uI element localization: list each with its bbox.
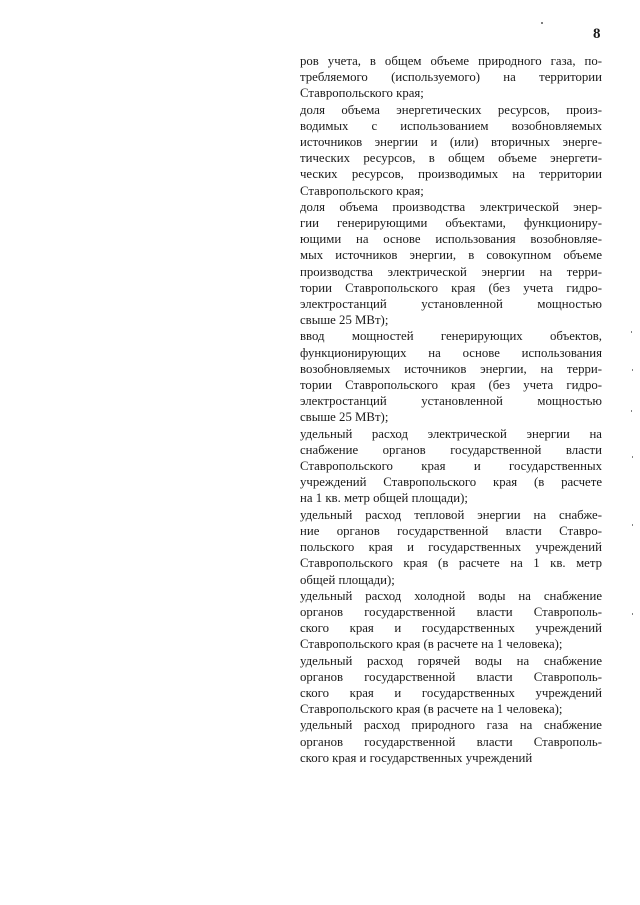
text-line: водимых с использованием возобновляемых <box>300 118 602 133</box>
indicator-paragraph <box>300 653 602 718</box>
indicator-paragraph <box>300 53 602 102</box>
text-line: польского края и государственных учреждений <box>300 540 602 555</box>
text-line: ского края и государственных учреждений <box>300 750 533 765</box>
scan-speck <box>631 410 632 412</box>
text-line: доля объема производства электрической энер- <box>300 199 602 214</box>
text-line: электростанций установленной мощностью <box>300 394 602 409</box>
text-line: Ставропольского края; <box>300 86 424 101</box>
indicator-paragraph <box>300 328 602 425</box>
text-line: ского края и государственных учреждений <box>300 685 602 700</box>
indicator-paragraph <box>300 717 602 766</box>
text-line: удельный расход холодной воды на снабжение <box>300 588 602 603</box>
document-text-column <box>300 53 602 766</box>
text-line: источников энергии и (или) вторичных энерге- <box>300 135 602 150</box>
text-line: требляемого (используемого) на территории <box>300 70 602 85</box>
text-line: Ставропольского края; <box>300 183 424 198</box>
text-line: ского края и государственных учреждений <box>300 621 602 636</box>
text-line: производства электрической энергии на терри- <box>300 264 602 279</box>
text-line: мых источников энергии, в совокупном объеме <box>300 248 602 263</box>
text-line: удельный расход природного газа на снабжение <box>300 718 602 733</box>
text-line: функционирующих на основе использования <box>300 345 602 360</box>
scan-speck <box>541 22 543 24</box>
text-line: Ставропольского края (в расчете на 1 кв. метр <box>300 556 602 571</box>
text-line: общей площади); <box>300 572 395 587</box>
scan-speck <box>632 613 633 615</box>
indicator-paragraph <box>300 588 602 653</box>
indicator-paragraph <box>300 426 602 507</box>
text-line: органов государственной власти Ставрополь- <box>300 669 602 684</box>
text-line: ческих ресурсов, производимых на территории <box>300 167 602 182</box>
text-line: тических ресурсов, в общем объеме энергети- <box>300 151 602 166</box>
scan-speck <box>632 369 633 371</box>
text-line: ние органов государственной власти Ставро- <box>300 523 602 538</box>
text-line: органов государственной власти Ставрополь- <box>300 734 602 749</box>
scan-speck <box>632 524 633 526</box>
text-line: органов государственной власти Ставрополь- <box>300 604 602 619</box>
text-line: ров учета, в общем объеме природного газа, по- <box>300 54 602 68</box>
text-line: возобновляемых источников энергии, на терри- <box>300 361 602 376</box>
text-line: гии генерирующими объектами, функциониру- <box>300 216 602 231</box>
text-line: ввод мощностей генерирующих объектов, <box>300 329 602 344</box>
text-line: тории Ставропольского края (без учета гидро- <box>300 280 602 295</box>
scan-speck <box>632 456 633 458</box>
text-line: свыше 25 МВт); <box>300 313 389 328</box>
text-line: удельный расход тепловой энергии на снабже- <box>300 507 602 522</box>
text-line: Ставропольского края (в расчете на 1 человека); <box>300 637 563 652</box>
text-line: на 1 кв. метр общей площади); <box>300 491 468 506</box>
text-line: свыше 25 МВт); <box>300 410 389 425</box>
text-line: доля объема энергетических ресурсов, произ- <box>300 102 602 117</box>
text-line: ющими на основе использования возобновляе- <box>300 232 602 247</box>
text-line: удельный расход горячей воды на снабжение <box>300 653 602 668</box>
indicator-paragraph <box>300 102 602 199</box>
text-line: удельный расход электрической энергии на <box>300 426 602 441</box>
text-line: Ставропольского края (в расчете на 1 человека); <box>300 702 563 717</box>
scan-speck <box>631 331 632 333</box>
page-number: 8 <box>593 26 601 42</box>
text-line: Ставропольского края и государственных <box>300 459 602 474</box>
text-line: снабжение органов государственной власти <box>300 442 602 457</box>
text-line: учреждений Ставропольского края (в расчете <box>300 475 602 490</box>
text-line: тории Ставропольского края (без учета гидро- <box>300 378 602 393</box>
indicator-paragraph <box>300 507 602 588</box>
text-line: электростанций установленной мощностью <box>300 297 602 312</box>
indicator-paragraph <box>300 199 602 329</box>
